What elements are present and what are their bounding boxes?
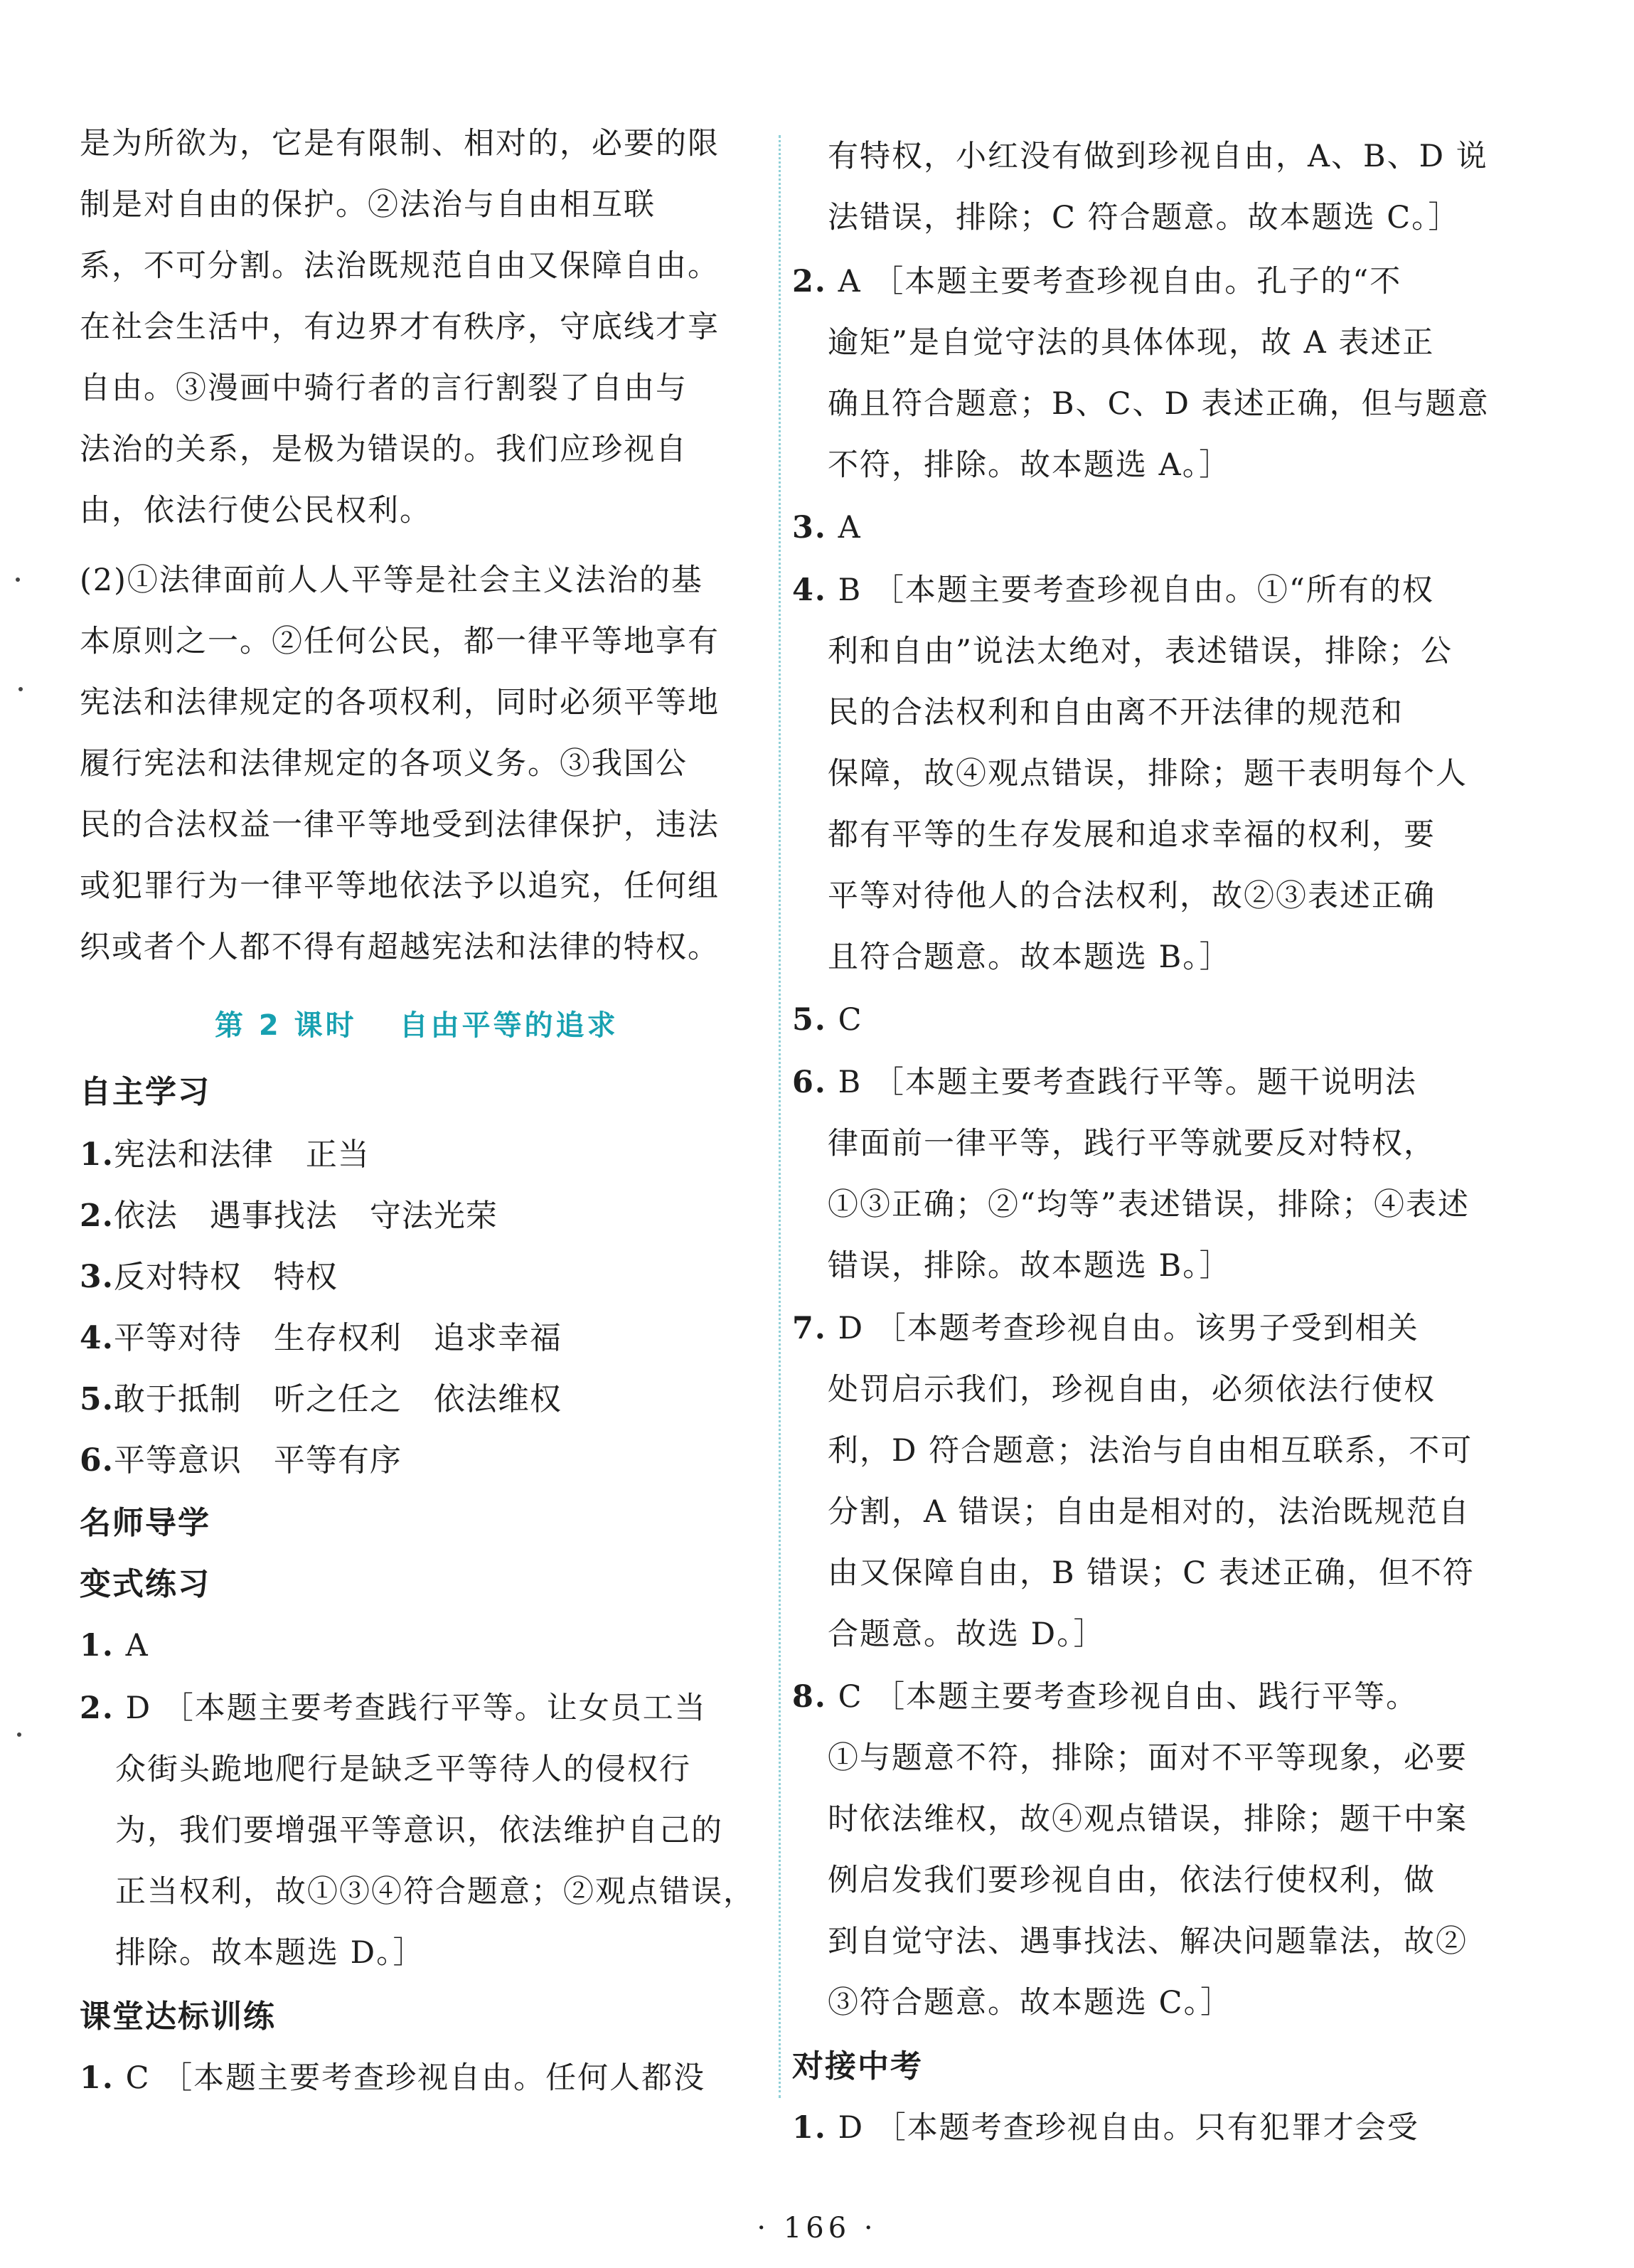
text-line: 平等对待他人的合法权利，故②③表述正确 — [828, 878, 1436, 914]
section-heading: 变式练习 — [80, 1566, 210, 1602]
text-line: 确且符合题意；B、C、D 表述正确，但与题意 — [828, 386, 1490, 422]
text-line: 履行宪法和法律规定的各项义务。③我国公 — [80, 746, 688, 782]
lesson-name: 自由平等的追求 — [399, 1009, 619, 1042]
section-heading: 自主学习 — [80, 1074, 210, 1110]
text-line: 众街头跪地爬行是缺乏平等待人的侵权行 — [115, 1752, 691, 1787]
text-line: 正当权利，故①③④符合题意；②观点错误， — [115, 1874, 755, 1910]
text-line: 在社会生活中，有边界才有秩序，守底线才享 — [80, 309, 720, 345]
text-line: 保障，故④观点错误，排除；题干表明每个人 — [828, 756, 1468, 792]
text-line: 本原则之一。②任何公民，都一律平等地享有 — [80, 624, 720, 659]
section-heading: 对接中考 — [792, 2048, 923, 2085]
list-item: 6. B ［本题主要考查践行平等。题干说明法 — [792, 1065, 1417, 1100]
section-heading: 名师导学 — [80, 1505, 210, 1541]
text-line: 处罚启示我们，珍视自由，必须依法行使权 — [828, 1372, 1436, 1407]
list-item: 7. D ［本题考查珍视自由。该男子受到相关 — [792, 1311, 1419, 1346]
page-number: · 166 · — [757, 2212, 877, 2245]
lesson-title — [215, 1004, 619, 1047]
text-line: 民的合法权利和自由离不开法律的规范和 — [828, 695, 1404, 730]
text-line: 分割，A 错误；自由是相对的，法治既规范自 — [828, 1494, 1470, 1530]
list-item: 8. C ［本题主要考查珍视自由、践行平等。 — [792, 1679, 1419, 1715]
text-line: 不符，排除。故本题选 A。］ — [828, 447, 1232, 483]
text-line: 到自觉守法、遇事找法、解决问题靠法，故② — [828, 1924, 1468, 1959]
text-line: 合题意。故选 D。］ — [828, 1617, 1106, 1652]
text-line: 排除。故本题选 D。］ — [115, 1935, 425, 1971]
text-line: 逾矩”是自觉守法的具体体现，故 A 表述正 — [828, 325, 1435, 361]
list-item: 3.反对特权 特权 — [80, 1259, 338, 1295]
section-heading: 课堂达标训练 — [80, 1998, 276, 2035]
list-item: 5.敢于抵制 听之任之 依法维权 — [80, 1381, 562, 1417]
list-item: 1. C ［本题主要考查珍视自由。任何人都没 — [80, 2060, 706, 2096]
list-item: 6.平等意识 平等有序 — [80, 1442, 402, 1479]
text-line: 制是对自由的保护。②法治与自由相互联 — [80, 187, 656, 223]
list-item: 3. A — [792, 510, 862, 545]
text-line: 自由。③漫画中骑行者的言行割裂了自由与 — [80, 371, 688, 406]
text-line: 民的合法权益一律平等地受到法律保护，违法 — [80, 807, 720, 843]
list-item: 2. D ［本题主要考查践行平等。让女员工当 — [80, 1691, 707, 1726]
text-line: 或犯罪行为一律平等地依法予以追究，任何组 — [80, 868, 720, 904]
text-line: 为，我们要增强平等意识，依法维护自己的 — [115, 1813, 723, 1848]
list-item: 2.依法 遇事找法 守法光荣 — [80, 1198, 498, 1234]
text-line: 错误，排除。故本题选 B。］ — [828, 1248, 1232, 1284]
lesson-number: 第 2 课时 — [215, 1009, 357, 1042]
text-line: ①与题意不符，排除；面对不平等现象，必要 — [828, 1740, 1468, 1776]
text-line: 有特权，小红没有做到珍视自由，A、B、D 说 — [828, 139, 1488, 174]
text-line: 法错误，排除；C 符合题意。故本题选 C。］ — [828, 200, 1461, 235]
text-line: 利，D 符合题意；法治与自由相互联系，不可 — [828, 1433, 1473, 1469]
text-line: 是为所欲为，它是有限制、相对的，必要的限 — [80, 126, 720, 161]
list-item: 2. A ［本题主要考查珍视自由。孔子的“不 — [792, 264, 1402, 299]
column-divider — [779, 135, 781, 2098]
text-line: 由又保障自由，B 错误；C 表述正确，但不符 — [828, 1555, 1475, 1591]
list-item: 4. B ［本题主要考查珍视自由。①“所有的权 — [792, 573, 1434, 608]
text-line: 由，依法行使公民权利。 — [80, 493, 432, 528]
margin-speck — [17, 1732, 21, 1737]
list-item: 4.平等对待 生存权利 追求幸福 — [80, 1320, 562, 1356]
text-line: 例启发我们要珍视自由，依法行使权利，做 — [828, 1863, 1436, 1898]
text-line: 系，不可分割。法治既规范自由又保障自由。 — [80, 248, 720, 284]
list-item: 1. A — [80, 1628, 149, 1663]
text-line: 织或者个人都不得有超越宪法和法律的特权。 — [80, 930, 720, 965]
text-line: 且符合题意。故本题选 B。］ — [828, 939, 1232, 975]
text-line: (2)①法律面前人人平等是社会主义法治的基 — [80, 563, 703, 598]
list-item: 5. C — [792, 1002, 863, 1038]
text-line: ③符合题意。故本题选 C。］ — [828, 1985, 1233, 2021]
text-line: 宪法和法律规定的各项权利，同时必须平等地 — [80, 685, 720, 720]
margin-speck — [16, 577, 20, 582]
text-line: 法治的关系，是极为错误的。我们应珍视自 — [80, 432, 688, 467]
list-item: 1. D ［本题考查珍视自由。只有犯罪才会受 — [792, 2110, 1419, 2146]
text-line: 时依法维权，故④观点错误，排除；题干中案 — [828, 1801, 1468, 1837]
margin-speck — [18, 687, 23, 691]
list-item: 1.宪法和法律 正当 — [80, 1136, 370, 1173]
text-line: 律面前一律平等，践行平等就要反对特权， — [828, 1126, 1436, 1161]
text-line: 利和自由”说法太绝对，表述错误，排除；公 — [828, 634, 1453, 669]
text-line: 都有平等的生存发展和追求幸福的权利，要 — [828, 817, 1436, 853]
text-line: ①③正确；②“均等”表述错误，排除；④表述 — [828, 1187, 1470, 1223]
